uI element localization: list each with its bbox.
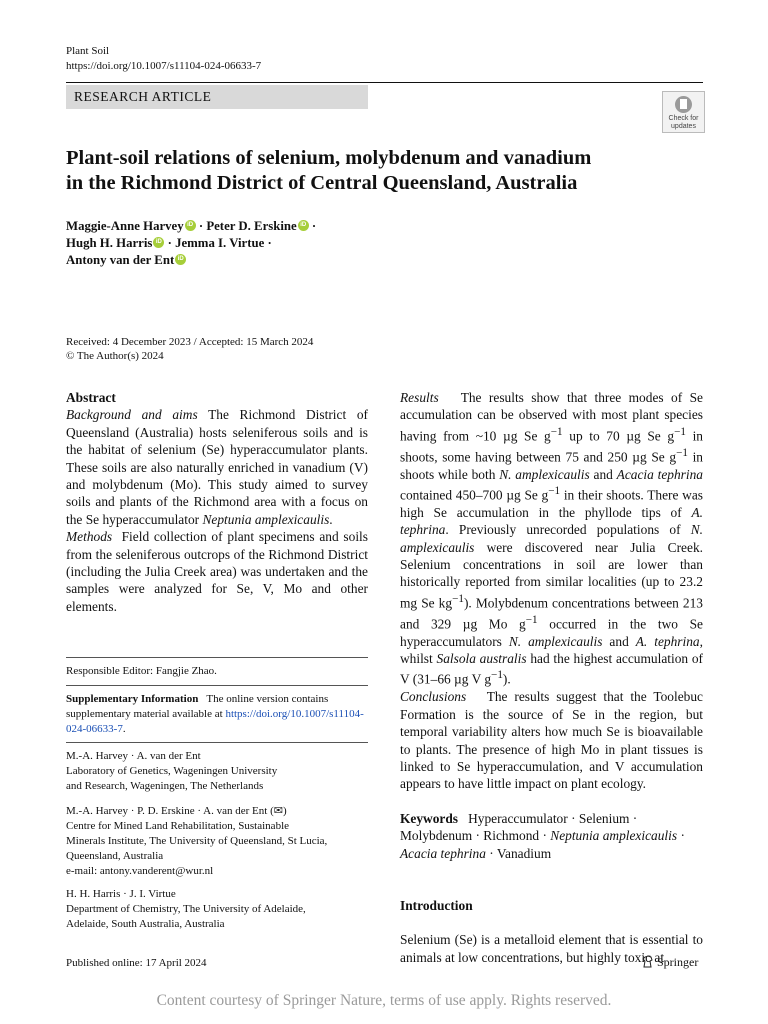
affiliation-line: Department of Chemistry, The University of Adelaide, — [66, 903, 306, 915]
title-line-1: Plant-soil relations of selenium, molybdenum and vanadium — [66, 147, 592, 169]
author-separator: · — [308, 219, 317, 233]
abstract-left — [66, 389, 368, 615]
orcid-icon[interactable] — [153, 237, 164, 248]
article-type-band — [66, 85, 368, 109]
copyright: © The Author(s) 2024 — [66, 350, 164, 362]
footnote-rule — [66, 742, 368, 743]
superscript: −1 — [491, 669, 503, 682]
keyword-species: Acacia tephrina — [400, 845, 486, 861]
results-text: up to 70 µg Se g — [562, 428, 675, 444]
results-text: ). Molybdenum concentrations between 213 and 329 µg Mo g — [400, 595, 703, 632]
keywords-label: Keywords — [400, 810, 459, 826]
abstract-conclusions-label: Conclusions — [400, 689, 467, 705]
abstract-methods-label: Methods — [66, 529, 113, 545]
affiliation-names: M.-A. Harvey · P. D. Erskine · A. van der Ent ( — [66, 805, 274, 817]
supp-link[interactable]: https://doi.org/10.1007/s11104-024-06633-7 — [66, 708, 364, 735]
results-text: were discovered near Julia Creek. Selenium concentrations in soil are lower than historically reported from similar localities (up to 23.2 mg Se kg — [400, 539, 703, 611]
introduction-text: Selenium (Se) is a metalloid element that is essential to animals at low concentrations, but highly toxic at — [400, 932, 703, 965]
affiliation-names: M.-A. Harvey · A. van der Ent — [66, 750, 201, 762]
supp-text: The online version contains supplementary material available at — [66, 693, 329, 720]
results-text: . Previously unrecorded populations of — [445, 522, 691, 538]
superscript: −1 — [674, 425, 686, 438]
abstract-right — [400, 389, 703, 966]
author-separator: · — [195, 219, 207, 233]
supplementary-info: Supplementary Information The online version contains supplementary material available at https://doi.org/10.1007/s11104-024-06633-7. — [66, 693, 364, 735]
title-line-2: in the Richmond District of Central Queensland, Australia — [66, 172, 578, 194]
springer-logo[interactable] — [641, 954, 698, 970]
responsible-editor: Responsible Editor: Fangjie Zhao. — [66, 665, 217, 677]
species-name: N. amplexicaulis — [400, 522, 703, 555]
author-separator: · — [164, 236, 176, 250]
superscript: −1 — [548, 484, 561, 497]
superscript: −1 — [550, 425, 563, 438]
author-separator: · — [264, 236, 272, 250]
affiliation-names: H. H. Harris · J. I. Virtue — [66, 888, 176, 900]
keyword-text: Hyperaccumulator · Selenium · Molybdenum · Richmond · — [400, 810, 638, 844]
affiliation-line: and Research, Wageningen, The Netherlands — [66, 780, 264, 792]
courtesy-notice: Content courtesy of Springer Nature, terms of use apply. Rights reserved. — [156, 992, 612, 1009]
orcid-icon[interactable] — [185, 220, 196, 231]
footnote-rule — [66, 685, 368, 686]
header-rule — [66, 82, 703, 83]
abstract-bg-label: Background and aims — [66, 407, 198, 423]
abstract-bg-text: The Richmond District of Queensland (Australia) hosts seleniferous soils and is the habitat of selenium (Se) hyperaccumulator plants. These soils are also naturally enriched in vanadium (V) and molybdenum (Mo). This study aimed to survey soils and plants of the Richmond area with a focus on the Se hyperaccumulator — [66, 407, 368, 527]
results-text: , whilst — [400, 633, 703, 667]
results-text: and — [602, 633, 636, 649]
results-text: contained 450–700 µg Se g — [400, 487, 549, 503]
affiliation-line: Minerals Institute, The University of Queensland, St Lucia, — [66, 835, 328, 847]
abstract-conclusions — [400, 688, 703, 792]
supp-label: Supplementary Information — [66, 693, 199, 705]
keyword-text: · Vanadium — [485, 845, 552, 861]
check-badge-text: Check for updates — [668, 115, 699, 130]
publisher-name: Springer — [657, 955, 699, 969]
orcid-icon[interactable] — [175, 254, 186, 265]
species-name: Acacia tephrina — [616, 466, 704, 482]
affiliation-3 — [66, 887, 368, 932]
affiliation-email[interactable]: e-mail: antony.vanderent@wur.nl — [66, 865, 214, 877]
abstract-results-label: Results — [400, 390, 439, 405]
author-name[interactable]: Hugh H. Harris — [66, 236, 153, 250]
article-title — [66, 146, 591, 196]
bookmark-icon — [675, 96, 692, 113]
abstract-methods-text: Field collection of plant specimens and soils from the seleniferous outcrops of the Richmond District (including the Julia Creek area) was undertaken and the samples were analyzed for Se, V, Mo and other elements. — [66, 529, 368, 614]
results-text: occurred in the two Se hyperaccumulators — [400, 616, 703, 649]
abstract-background: Background and aims The Richmond District of Queensland (Australia) hosts seleniferous soils and is the habitat of selenium (Se) hyperaccumulator plants. These soils are also naturally enriched in vanadium (V) and molybdenum (Mo). This study aimed to survey soils and plants of the Richmond area with a focus on the Se hyperaccumulator Neptunia amplexicaulis. — [66, 407, 368, 527]
results-text: in shoots, some having between 75 and 250 µg Se g — [400, 428, 703, 465]
journal-name: Plant Soil — [66, 45, 110, 57]
introduction-heading: Introduction — [400, 897, 473, 913]
results-text: in their shoots. There was high Se accumulation in the phyllode tips of — [400, 487, 703, 520]
article-type: RESEARCH ARTICLE — [74, 89, 212, 104]
check-for-updates-badge[interactable] — [662, 91, 705, 133]
orcid-icon[interactable] — [298, 220, 309, 231]
species-name: Salsola australis — [436, 651, 527, 667]
results-text: and — [589, 466, 617, 482]
affiliation-line: Queensland, Australia — [66, 850, 164, 862]
superscript: −1 — [525, 613, 538, 626]
superscript: −1 — [676, 446, 688, 459]
affiliation-names: ) — [282, 805, 287, 817]
results-text: had the highest accumulation of V (31–66 µg V g — [400, 651, 703, 687]
abstract-results — [400, 389, 703, 688]
abstract-bg-species: Neptunia amplexicaulis — [202, 511, 330, 527]
abstract-conclusions-text: The results suggest that the Toolebuc Formation is the source of Se in the region, but temporal variability alters how much Se is bioavailable to plants. The presence of high Mo in plant tissues is linked to Se hyperaccumulation, and V accumulation appears to have little impact on plant ecology. — [400, 689, 703, 792]
author-list — [66, 218, 316, 269]
results-text: in shoots while both — [400, 449, 704, 482]
received-dates: Received: 4 December 2023 / Accepted: 15 March 2024 — [66, 336, 314, 348]
species-name: N. amplexicaulis — [508, 633, 603, 649]
results-text: The results show that three modes of Se accumulation can be observed with most plant species having from ~10 µg Se g — [400, 390, 703, 444]
results-text: ). — [502, 671, 511, 687]
species-name: A. tephrina — [635, 633, 700, 649]
species-name: A. tephrina — [400, 504, 703, 538]
springer-horse-icon — [641, 955, 654, 968]
published-online: Published online: 17 April 2024 — [66, 957, 207, 969]
keywords — [400, 810, 703, 862]
keyword-species: Neptunia amplexicaulis — [550, 828, 678, 844]
superscript: −1 — [452, 592, 464, 605]
affiliation-2 — [66, 804, 368, 879]
doi-link[interactable]: https://doi.org/10.1007/s11104-024-06633-7 — [66, 60, 262, 72]
author-name[interactable]: Peter D. Erskine — [206, 219, 297, 233]
abstract-methods — [66, 528, 368, 615]
affiliation-1 — [66, 749, 368, 794]
keyword-text: · — [677, 828, 685, 844]
affiliation-line: Laboratory of Genetics, Wageningen University — [66, 765, 278, 777]
affiliation-line: Adelaide, South Australia, Australia — [66, 918, 225, 930]
affiliation-line: Centre for Mined Land Rehabilitation, Sustainable — [66, 820, 290, 832]
footnote-rule — [66, 657, 368, 658]
author-name[interactable]: Jemma I. Virtue — [175, 236, 265, 250]
author-name[interactable]: Maggie-Anne Harvey — [66, 219, 184, 233]
species-name: N. amplexicaulis — [499, 466, 590, 482]
author-name[interactable]: Antony van der Ent — [66, 253, 175, 267]
abstract-heading: Abstract — [66, 390, 116, 405]
envelope-icon[interactable]: ✉ — [273, 805, 283, 817]
